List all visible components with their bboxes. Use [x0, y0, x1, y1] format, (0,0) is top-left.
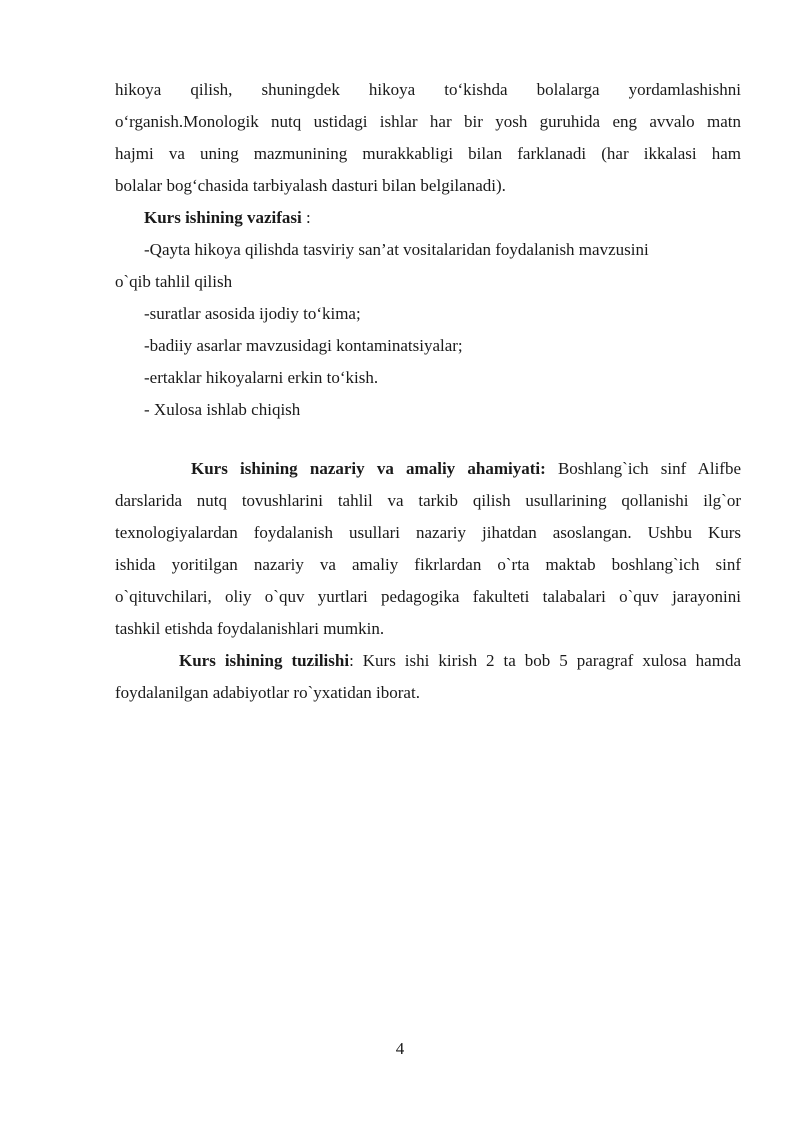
- significance-line-4: ishida yoritilgan nazariy va amaliy fikrlardan o`rta maktab boshlang`ich sinf: [115, 555, 741, 574]
- significance-line-5: o`qituvchilari, oliy o`quv yurtlari pedagogika fakulteti talabalari o`quv jarayonini: [115, 587, 741, 606]
- intro-line-1: hikoya qilish, shuningdek hikoya to‘kishda bolalarga yordamlashishni: [115, 80, 741, 99]
- significance-line-6: tashkil etishda foydalanishlari mumkin.: [115, 619, 385, 638]
- tasks-section: [115, 202, 741, 426]
- task-item-5: - Xulosa ishlab chiqish: [144, 400, 301, 419]
- significance-first-line: [115, 453, 741, 485]
- significance-line-3: texnologiyalardan foydalanish usullari nazariy jihatdan asoslangan. Ushbu Kurs: [115, 523, 741, 542]
- intro-line-3: hajmi va uning mazmunining murakkabligi bilan farklanadi (har ikkalasi ham: [115, 144, 741, 163]
- section-spacer: [115, 426, 741, 453]
- significance-section: [115, 453, 741, 645]
- tasks-heading: Kurs ishining vazifasi: [144, 208, 302, 227]
- structure-section: [115, 645, 741, 709]
- document-page: [115, 74, 741, 709]
- task-item-1-line-2: o`qib tahlil qilish: [115, 272, 233, 291]
- task-item-2: -suratlar asosida ijodiy to‘kima;: [144, 304, 361, 323]
- structure-first-line: [115, 645, 741, 677]
- intro-paragraph: [115, 74, 741, 202]
- structure-first-text: : Kurs ishi kirish 2 ta bob 5 paragraf xulosa hamda: [349, 651, 741, 670]
- significance-line-2: darslarida nutq tovushlarini tahlil va tarkib qilish usullarining qollanishi ilg`or: [115, 491, 741, 510]
- tasks-heading-line: [115, 202, 741, 234]
- structure-heading: Kurs ishining tuzilishi: [179, 651, 350, 670]
- page-number: 4: [395, 1039, 405, 1058]
- task-item-1-line-1: -Qayta hikoya qilishda tasviriy san’at vositalaridan foydalanish mavzusini: [144, 240, 649, 259]
- intro-line-2: o‘rganish.Monologik nutq ustidagi ishlar har bir yosh guruhida eng avvalo matn: [115, 112, 741, 131]
- significance-heading: Kurs ishining nazariy va amaliy ahamiyati:: [191, 459, 546, 478]
- intro-line-4: bolalar bog‘chasida tarbiyalash dasturi bilan belgilanadi).: [115, 176, 506, 195]
- task-item-4: -ertaklar hikoyalarni erkin to‘kish.: [144, 368, 379, 387]
- tasks-heading-suffix: :: [301, 208, 311, 227]
- task-item-3: -badiiy asarlar mavzusidagi kontaminatsiyalar;: [144, 336, 463, 355]
- significance-first-text: Boshlang`ich sinf Alifbe: [545, 459, 741, 478]
- structure-line-2: foydalanilgan adabiyotlar ro`yxatidan iborat.: [115, 683, 420, 702]
